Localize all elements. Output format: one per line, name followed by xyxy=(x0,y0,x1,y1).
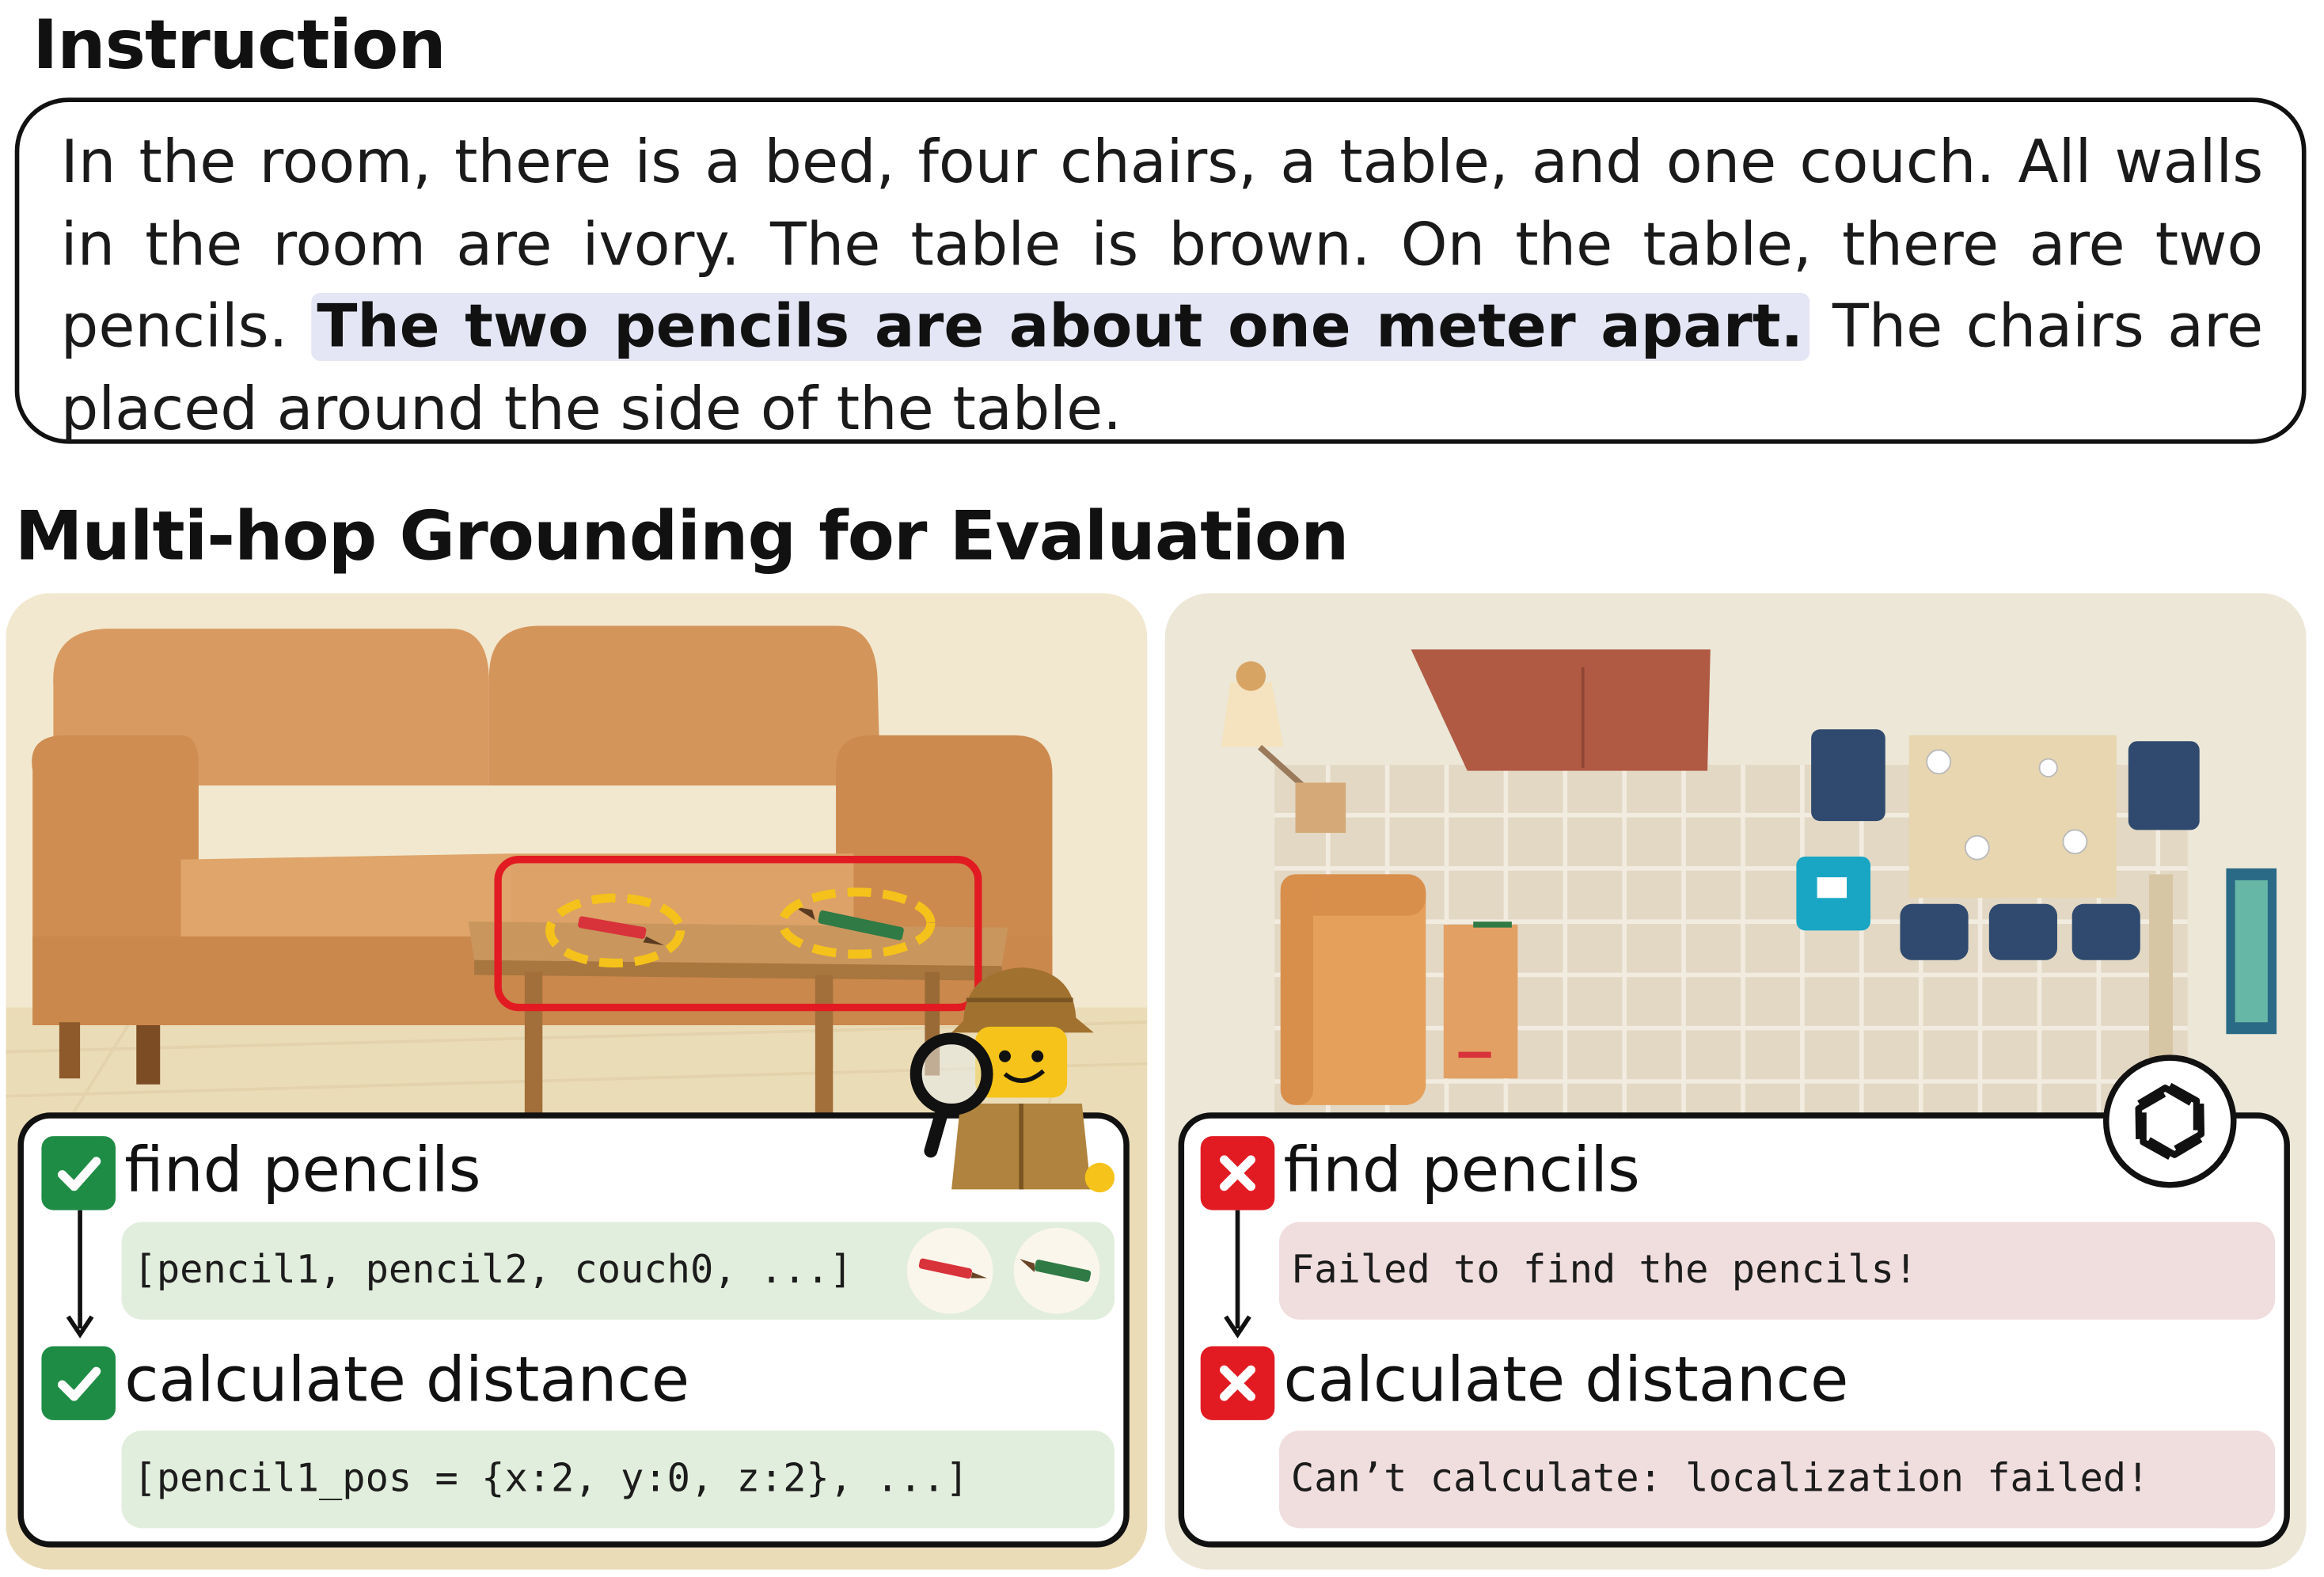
down-arrow-icon xyxy=(1217,1210,1258,1347)
step-result xyxy=(122,1431,1115,1528)
armchair xyxy=(1281,874,1426,1105)
cross-icon xyxy=(1201,1136,1275,1210)
instruction-box xyxy=(15,97,2307,443)
step-label-calculate-distance: calculate distance xyxy=(124,1343,690,1416)
cross-icon xyxy=(1201,1346,1275,1419)
side-table xyxy=(1444,922,1518,1078)
instruction-text-end: The chairs are placed around the side of the table. xyxy=(60,292,2264,443)
step-result-text: Failed to find the pencils! xyxy=(1290,1248,1918,1294)
step-label-calculate-distance: calculate distance xyxy=(1283,1343,1849,1416)
instruction-text: In the room, there is a bed, four chairs, a table, and one couch. All walls in the room are ivory. The table is brown. On the table, there are two pencils. xyxy=(60,128,2264,361)
dining-table xyxy=(1909,735,2117,899)
step-result-text: [pencil1_pos = {x:2, y:0, z:2}, ...] xyxy=(133,1457,969,1502)
step-result-text: [pencil1, pencil2, couch0, ...] xyxy=(133,1248,853,1294)
instruction-highlight: The two pencils are about one meter apart. xyxy=(311,293,1809,361)
red-pencil-icon xyxy=(907,1228,993,1313)
step-result-text: Can’t calculate: localization failed! xyxy=(1290,1457,2150,1502)
green-pencil-icon xyxy=(1014,1228,1100,1313)
shelf xyxy=(2149,874,2173,1060)
check-icon xyxy=(41,1346,116,1419)
section-title: Multi-hop Grounding for Evaluation xyxy=(14,496,1349,576)
check-icon xyxy=(41,1136,116,1210)
lego-detective-icon xyxy=(907,956,1130,1207)
step-label-find-pencils: find pencils xyxy=(124,1133,481,1206)
openai-logo-icon xyxy=(2102,1053,2238,1189)
step-result xyxy=(1279,1222,2275,1320)
step-label-find-pencils: find pencils xyxy=(1283,1133,1640,1206)
instruction-title: Instruction xyxy=(32,4,446,85)
step-result xyxy=(1279,1431,2275,1528)
down-arrow-icon xyxy=(59,1210,101,1347)
